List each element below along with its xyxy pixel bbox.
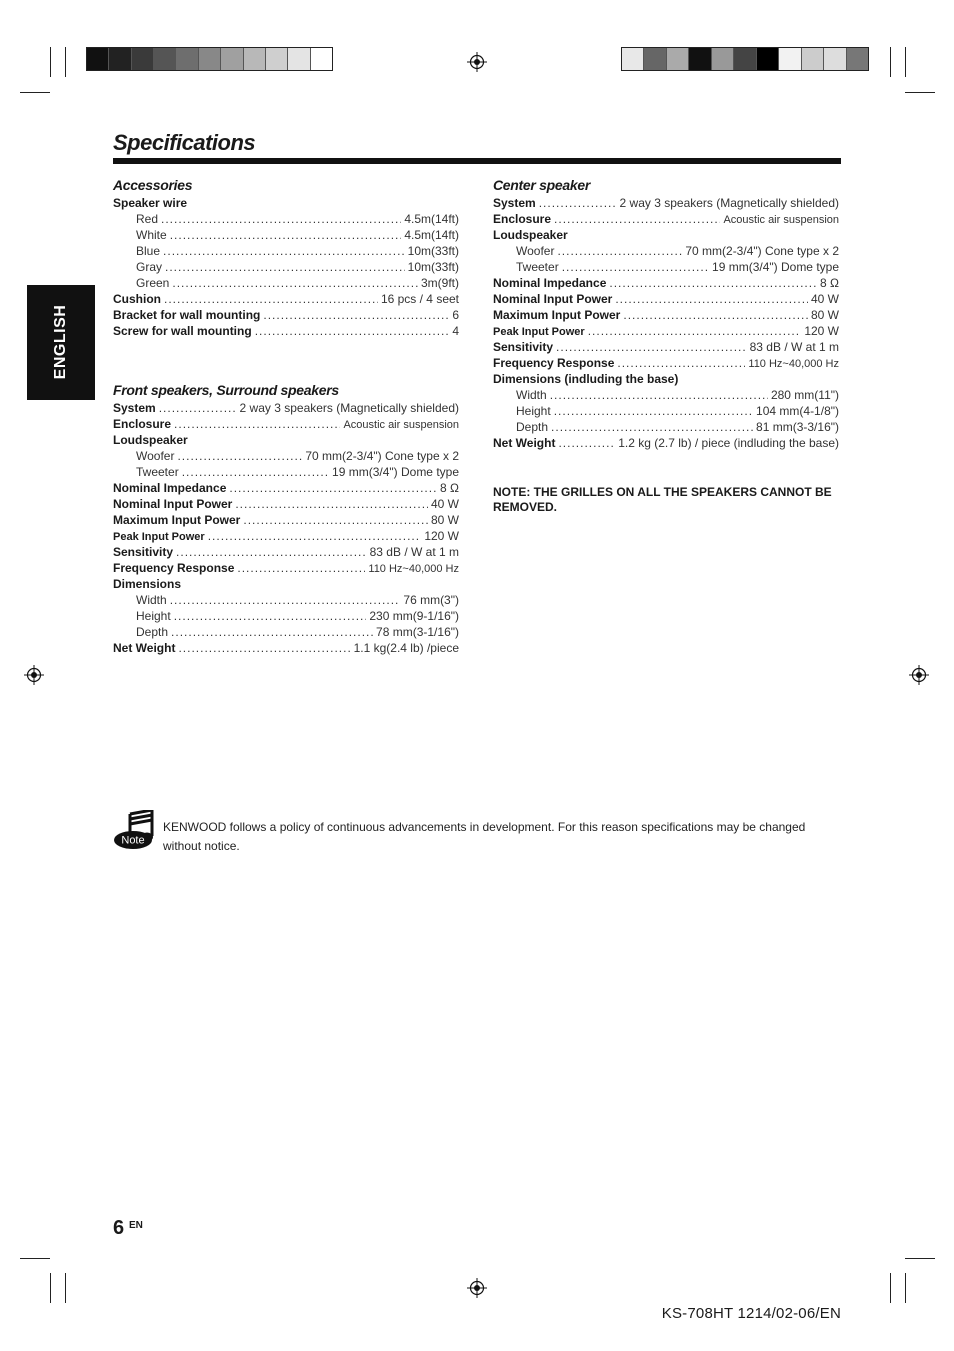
wire-row bbox=[113, 275, 459, 291]
spec-row bbox=[113, 512, 459, 528]
color-patch bbox=[802, 48, 824, 70]
spec-value: Acoustic air suspension bbox=[343, 419, 459, 431]
dot-leader bbox=[557, 243, 682, 259]
speaker-wire-label: Speaker wire bbox=[113, 196, 188, 210]
spec-label: Bracket for wall mounting bbox=[113, 308, 261, 322]
section-title: Accessories bbox=[113, 177, 193, 193]
spec-value: 280 mm(11") bbox=[770, 388, 839, 402]
spec-value: 120 W bbox=[804, 324, 839, 338]
spec-value: 8 Ω bbox=[820, 276, 839, 290]
accessory-row bbox=[113, 291, 459, 307]
dimension-row bbox=[113, 592, 459, 608]
center-speaker-section bbox=[493, 175, 839, 451]
spec-label: Peak Input Power bbox=[493, 326, 585, 338]
spec-value: 19 mm(3/4") Dome type bbox=[712, 260, 839, 274]
dot-leader bbox=[551, 419, 753, 435]
color-patch bbox=[199, 48, 221, 70]
spec-value: 83 dB / W at 1 m bbox=[749, 340, 839, 354]
page-title: Specifications bbox=[113, 130, 256, 155]
spec-label: Screw for wall mounting bbox=[113, 324, 252, 338]
color-patch bbox=[288, 48, 310, 70]
grayscale-color-bar bbox=[86, 47, 333, 71]
spec-label: Nominal Impedance bbox=[493, 276, 607, 290]
color-patch bbox=[644, 48, 666, 70]
spec-row bbox=[493, 323, 839, 339]
dot-leader bbox=[229, 480, 437, 496]
model-code: KS-708HT 1214/02-06/EN bbox=[661, 1305, 841, 1322]
spec-row bbox=[493, 291, 839, 307]
woofer-row bbox=[493, 243, 839, 259]
spec-value: 10m(33ft) bbox=[407, 244, 459, 258]
spec-value: 110 Hz~40,000 Hz bbox=[368, 563, 459, 575]
color-patch bbox=[154, 48, 176, 70]
spec-label: Woofer bbox=[136, 449, 175, 463]
accessories-section bbox=[113, 175, 459, 339]
registration-mark-icon bbox=[467, 1278, 487, 1298]
page-number: 6 bbox=[113, 1217, 125, 1239]
dot-leader bbox=[235, 496, 428, 512]
spec-value: 4 bbox=[452, 324, 459, 338]
dimensions-label: Dimensions (indluding the base) bbox=[493, 372, 679, 386]
color-patch bbox=[689, 48, 711, 70]
spec-label: Height bbox=[136, 609, 171, 623]
color-patch bbox=[221, 48, 243, 70]
spec-value: 19 mm(3/4") Dome type bbox=[332, 465, 459, 479]
dot-leader bbox=[178, 640, 350, 656]
dot-leader bbox=[556, 339, 747, 355]
color-patch bbox=[734, 48, 756, 70]
spec-label: Depth bbox=[516, 420, 549, 434]
spec-label: Sensitivity bbox=[113, 545, 174, 559]
grilles-note: NOTE: THE GRILLES ON ALL THE SPEAKERS CANNOT BE REMOVED. bbox=[493, 485, 832, 514]
spec-label: Tweeter bbox=[136, 465, 179, 479]
spec-row bbox=[113, 560, 459, 576]
spec-label: Maximum Input Power bbox=[493, 308, 621, 322]
spec-value: 40 W bbox=[810, 292, 839, 306]
spec-value: 104 mm(4-1/8") bbox=[756, 404, 839, 418]
spec-label: Peak Input Power bbox=[113, 531, 205, 543]
dot-leader bbox=[171, 624, 373, 640]
spec-value: 16 pcs / 4 seet bbox=[380, 292, 459, 306]
registration-mark-icon bbox=[467, 52, 487, 72]
spec-value: 6 bbox=[452, 308, 459, 322]
spec-value: 78 mm(3-1/16") bbox=[376, 625, 459, 639]
spec-row bbox=[113, 528, 459, 544]
color-patch bbox=[622, 48, 644, 70]
spec-label: Blue bbox=[136, 244, 161, 258]
section-title: Center speaker bbox=[493, 177, 590, 193]
spec-value: 3m(9ft) bbox=[420, 276, 459, 290]
dot-leader bbox=[159, 400, 237, 416]
tweeter-row bbox=[493, 259, 839, 275]
spec-row bbox=[113, 544, 459, 560]
dot-leader bbox=[182, 464, 329, 480]
dot-leader bbox=[615, 291, 808, 307]
dot-leader bbox=[170, 592, 401, 608]
spec-label: Frequency Response bbox=[113, 561, 235, 575]
spec-value: 83 dB / W at 1 m bbox=[369, 545, 459, 559]
spec-value: 80 W bbox=[430, 513, 459, 527]
dot-leader bbox=[263, 307, 449, 323]
dot-leader bbox=[174, 416, 340, 432]
policy-note: KENWOOD follows a policy of continuous advancements in development. For this reason specifications may be changed without notice. bbox=[163, 820, 806, 853]
color-patch bbox=[779, 48, 801, 70]
spec-value: 2 way 3 speakers (Magnetically shielded) bbox=[619, 196, 839, 210]
spec-label: Nominal Input Power bbox=[113, 497, 233, 511]
dot-leader bbox=[243, 512, 428, 528]
color-patch bbox=[266, 48, 288, 70]
color-patch bbox=[667, 48, 689, 70]
woofer-row bbox=[113, 448, 459, 464]
note-icon bbox=[114, 810, 156, 852]
dot-leader bbox=[163, 243, 405, 259]
dot-leader bbox=[174, 608, 367, 624]
spec-label: Height bbox=[516, 404, 551, 418]
dot-leader bbox=[255, 323, 450, 339]
language-tab-label: ENGLISH bbox=[52, 304, 69, 380]
spec-label: Width bbox=[136, 593, 167, 607]
spec-value: Acoustic air suspension bbox=[723, 214, 839, 226]
color-patch bbox=[109, 48, 131, 70]
spec-value: 10m(33ft) bbox=[407, 260, 459, 274]
spec-value: 4.5m(14ft) bbox=[404, 228, 459, 242]
dimension-row bbox=[493, 419, 839, 435]
title-rule bbox=[113, 158, 841, 164]
color-patch bbox=[311, 48, 332, 70]
loudspeaker-label: Loudspeaker bbox=[113, 433, 188, 447]
spec-label: Enclosure bbox=[113, 417, 172, 431]
dot-leader bbox=[177, 448, 302, 464]
spec-label: Maximum Input Power bbox=[113, 513, 241, 527]
dot-leader bbox=[539, 195, 617, 211]
net-weight-row bbox=[493, 435, 839, 451]
wire-row bbox=[113, 227, 459, 243]
spec-label: White bbox=[136, 228, 167, 242]
color-patch bbox=[132, 48, 154, 70]
spec-value: 230 mm(9-1/16") bbox=[369, 609, 459, 623]
spec-row bbox=[493, 275, 839, 291]
dot-leader bbox=[208, 528, 422, 544]
dot-leader bbox=[161, 211, 401, 227]
spec-label: System bbox=[113, 401, 156, 415]
enclosure-row bbox=[493, 211, 839, 227]
page-language-code: EN bbox=[129, 1220, 143, 1231]
dot-leader bbox=[170, 227, 402, 243]
spec-label: Net Weight bbox=[493, 436, 556, 450]
color-patch bbox=[757, 48, 779, 70]
tweeter-row bbox=[113, 464, 459, 480]
spec-label: Green bbox=[136, 276, 170, 290]
spec-value: 40 W bbox=[430, 497, 459, 511]
spec-value: 76 mm(3") bbox=[403, 593, 459, 607]
system-row bbox=[113, 400, 459, 416]
grayscale-color-bar bbox=[621, 47, 869, 71]
dimensions-label: Dimensions bbox=[113, 577, 182, 591]
dot-leader bbox=[588, 323, 802, 339]
accessory-row bbox=[113, 323, 459, 339]
dimension-row bbox=[113, 624, 459, 640]
spec-label: Woofer bbox=[516, 244, 555, 258]
spec-label: Sensitivity bbox=[493, 340, 554, 354]
spec-value: 8 Ω bbox=[440, 481, 459, 495]
spec-row bbox=[493, 339, 839, 355]
registration-mark-icon bbox=[24, 665, 44, 685]
dimension-row bbox=[493, 403, 839, 419]
dot-leader bbox=[617, 355, 745, 371]
color-patch bbox=[824, 48, 846, 70]
spec-value: 1.2 kg (2.7 lb) / piece (indluding the base) bbox=[618, 436, 839, 450]
dot-leader bbox=[554, 403, 753, 419]
spec-label: Net Weight bbox=[113, 641, 176, 655]
wire-row bbox=[113, 243, 459, 259]
spec-label: Red bbox=[136, 212, 159, 226]
accessory-row bbox=[113, 307, 459, 323]
spec-value: 120 W bbox=[424, 529, 459, 543]
spec-row bbox=[493, 307, 839, 323]
spec-label: Nominal Impedance bbox=[113, 481, 227, 495]
dot-leader bbox=[164, 291, 378, 307]
dot-leader bbox=[165, 259, 405, 275]
dot-leader bbox=[176, 544, 367, 560]
dot-leader bbox=[562, 259, 709, 275]
color-patch bbox=[244, 48, 266, 70]
spec-value: 70 mm(2-3/4") Cone type x 2 bbox=[685, 244, 839, 258]
note-icon-label: Note bbox=[121, 834, 145, 847]
dot-leader bbox=[550, 387, 768, 403]
spec-label: Enclosure bbox=[493, 212, 552, 226]
enclosure-row bbox=[113, 416, 459, 432]
spec-label: Width bbox=[516, 388, 547, 402]
dimension-row bbox=[113, 608, 459, 624]
wire-row bbox=[113, 259, 459, 275]
net-weight-row bbox=[113, 640, 459, 656]
spec-value: 2 way 3 speakers (Magnetically shielded) bbox=[239, 401, 459, 415]
dot-leader bbox=[558, 435, 615, 451]
spec-value: 110 Hz~40,000 Hz bbox=[748, 358, 839, 370]
spec-label: Tweeter bbox=[516, 260, 559, 274]
spec-value: 70 mm(2-3/4") Cone type x 2 bbox=[305, 449, 459, 463]
color-patch bbox=[176, 48, 198, 70]
dimension-row bbox=[493, 387, 839, 403]
spec-label: Frequency Response bbox=[493, 356, 615, 370]
spec-label: Depth bbox=[136, 625, 169, 639]
loudspeaker-label: Loudspeaker bbox=[493, 228, 568, 242]
color-patch bbox=[87, 48, 109, 70]
dot-leader bbox=[623, 307, 808, 323]
spec-row bbox=[113, 496, 459, 512]
spec-label: Gray bbox=[136, 260, 163, 274]
wire-row bbox=[113, 211, 459, 227]
spec-value: 80 W bbox=[810, 308, 839, 322]
spec-label: System bbox=[493, 196, 536, 210]
color-patch bbox=[847, 48, 868, 70]
spec-value: 81 mm(3-3/16") bbox=[756, 420, 839, 434]
spec-label: Nominal Input Power bbox=[493, 292, 613, 306]
dot-leader bbox=[237, 560, 365, 576]
spec-row bbox=[113, 480, 459, 496]
system-row bbox=[493, 195, 839, 211]
registration-mark-icon bbox=[909, 665, 929, 685]
section-title: Front speakers, Surround speakers bbox=[113, 382, 339, 398]
dot-leader bbox=[554, 211, 720, 227]
dot-leader bbox=[172, 275, 418, 291]
color-patch bbox=[712, 48, 734, 70]
spec-label: Cushion bbox=[113, 292, 161, 306]
language-tab bbox=[27, 285, 95, 400]
spec-value: 1.1 kg(2.4 lb) /piece bbox=[353, 641, 459, 655]
spec-row bbox=[493, 355, 839, 371]
front-speakers-section bbox=[113, 380, 459, 656]
spec-value: 4.5m(14ft) bbox=[404, 212, 459, 226]
dot-leader bbox=[609, 275, 817, 291]
